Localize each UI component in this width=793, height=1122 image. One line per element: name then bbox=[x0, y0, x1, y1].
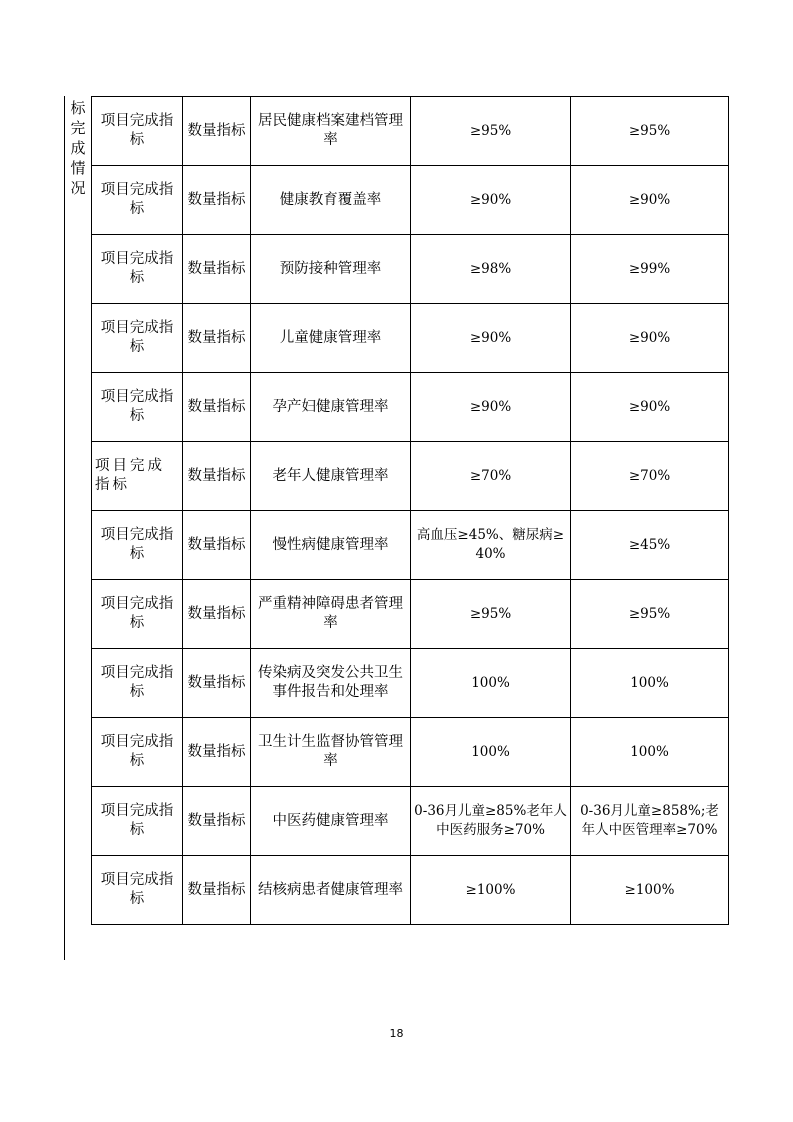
actual-cell: ≥95% bbox=[571, 97, 729, 166]
target-cell: ≥90% bbox=[411, 304, 571, 373]
indicator-cell: 孕产妇健康管理率 bbox=[251, 373, 411, 442]
category-cell: 项目完成指标 bbox=[92, 373, 183, 442]
target-cell: ≥70% bbox=[411, 442, 571, 511]
indicator-cell: 结核病患者健康管理率 bbox=[251, 856, 411, 925]
type-cell: 数量指标 bbox=[183, 442, 251, 511]
category-cell: 项目完成指标 bbox=[92, 442, 183, 511]
table-row bbox=[92, 511, 729, 580]
indicator-cell: 老年人健康管理率 bbox=[251, 442, 411, 511]
type-cell: 数量指标 bbox=[183, 511, 251, 580]
type-cell: 数量指标 bbox=[183, 856, 251, 925]
target-cell: ≥95% bbox=[411, 580, 571, 649]
section-label-char: 完 bbox=[70, 119, 86, 137]
category-cell: 项目完成指标 bbox=[92, 649, 183, 718]
page-number: 18 bbox=[389, 1027, 404, 1040]
category-cell: 项目完成指标 bbox=[92, 787, 183, 856]
target-cell: 100% bbox=[411, 649, 571, 718]
type-cell: 数量指标 bbox=[183, 166, 251, 235]
table-row bbox=[92, 235, 729, 304]
type-cell: 数量指标 bbox=[183, 97, 251, 166]
category-cell: 项目完成指标 bbox=[92, 166, 183, 235]
target-cell: ≥95% bbox=[411, 97, 571, 166]
actual-cell: 100% bbox=[571, 649, 729, 718]
table-row bbox=[92, 718, 729, 787]
indicator-cell: 预防接种管理率 bbox=[251, 235, 411, 304]
category-cell: 项目完成指标 bbox=[92, 718, 183, 787]
actual-cell: ≥90% bbox=[571, 373, 729, 442]
table-row bbox=[92, 649, 729, 718]
category-cell: 项目完成指标 bbox=[92, 580, 183, 649]
category-cell: 项目完成指标 bbox=[92, 235, 183, 304]
left-border-line bbox=[64, 96, 65, 960]
section-label-char: 况 bbox=[70, 179, 86, 197]
category-cell: 项目完成指标 bbox=[92, 856, 183, 925]
section-label bbox=[68, 98, 88, 198]
table-row bbox=[92, 442, 729, 511]
category-cell: 项目完成指标 bbox=[92, 97, 183, 166]
category-cell: 项目完成指标 bbox=[92, 304, 183, 373]
section-label-char: 情 bbox=[70, 159, 86, 177]
target-cell: ≥90% bbox=[411, 166, 571, 235]
table-row bbox=[92, 166, 729, 235]
actual-cell: ≥70% bbox=[571, 442, 729, 511]
indicator-cell: 中医药健康管理率 bbox=[251, 787, 411, 856]
table-row bbox=[92, 787, 729, 856]
actual-cell: ≥90% bbox=[571, 166, 729, 235]
section-label-char: 成 bbox=[70, 139, 86, 157]
actual-cell: ≥95% bbox=[571, 580, 729, 649]
section-label-char: 标 bbox=[70, 99, 86, 117]
type-cell: 数量指标 bbox=[183, 373, 251, 442]
target-cell: ≥90% bbox=[411, 373, 571, 442]
type-cell: 数量指标 bbox=[183, 649, 251, 718]
indicator-cell: 严重精神障碍患者管理率 bbox=[251, 580, 411, 649]
actual-cell: ≥100% bbox=[571, 856, 729, 925]
type-cell: 数量指标 bbox=[183, 235, 251, 304]
indicator-cell: 儿童健康管理率 bbox=[251, 304, 411, 373]
type-cell: 数量指标 bbox=[183, 580, 251, 649]
actual-cell: ≥99% bbox=[571, 235, 729, 304]
target-cell: 100% bbox=[411, 718, 571, 787]
target-cell: ≥100% bbox=[411, 856, 571, 925]
target-cell: 高血压≥45%、糖尿病≥40% bbox=[411, 511, 571, 580]
indicator-table bbox=[91, 96, 729, 925]
type-cell: 数量指标 bbox=[183, 787, 251, 856]
table-row bbox=[92, 856, 729, 925]
target-cell: 0-36月儿童≥85%老年人中医药服务≥70% bbox=[411, 787, 571, 856]
actual-cell: 0-36月儿童≥858%;老年人中医管理率≥70% bbox=[571, 787, 729, 856]
table-row bbox=[92, 580, 729, 649]
indicator-cell: 卫生计生监督协管管理率 bbox=[251, 718, 411, 787]
indicator-cell: 健康教育覆盖率 bbox=[251, 166, 411, 235]
indicator-cell: 传染病及突发公共卫生事件报告和处理率 bbox=[251, 649, 411, 718]
indicator-cell: 居民健康档案建档管理率 bbox=[251, 97, 411, 166]
type-cell: 数量指标 bbox=[183, 304, 251, 373]
category-cell: 项目完成指标 bbox=[92, 511, 183, 580]
table-row bbox=[92, 97, 729, 166]
table-row bbox=[92, 304, 729, 373]
indicator-cell: 慢性病健康管理率 bbox=[251, 511, 411, 580]
table-row bbox=[92, 373, 729, 442]
target-cell: ≥98% bbox=[411, 235, 571, 304]
actual-cell: ≥90% bbox=[571, 304, 729, 373]
type-cell: 数量指标 bbox=[183, 718, 251, 787]
actual-cell: ≥45% bbox=[571, 511, 729, 580]
actual-cell: 100% bbox=[571, 718, 729, 787]
